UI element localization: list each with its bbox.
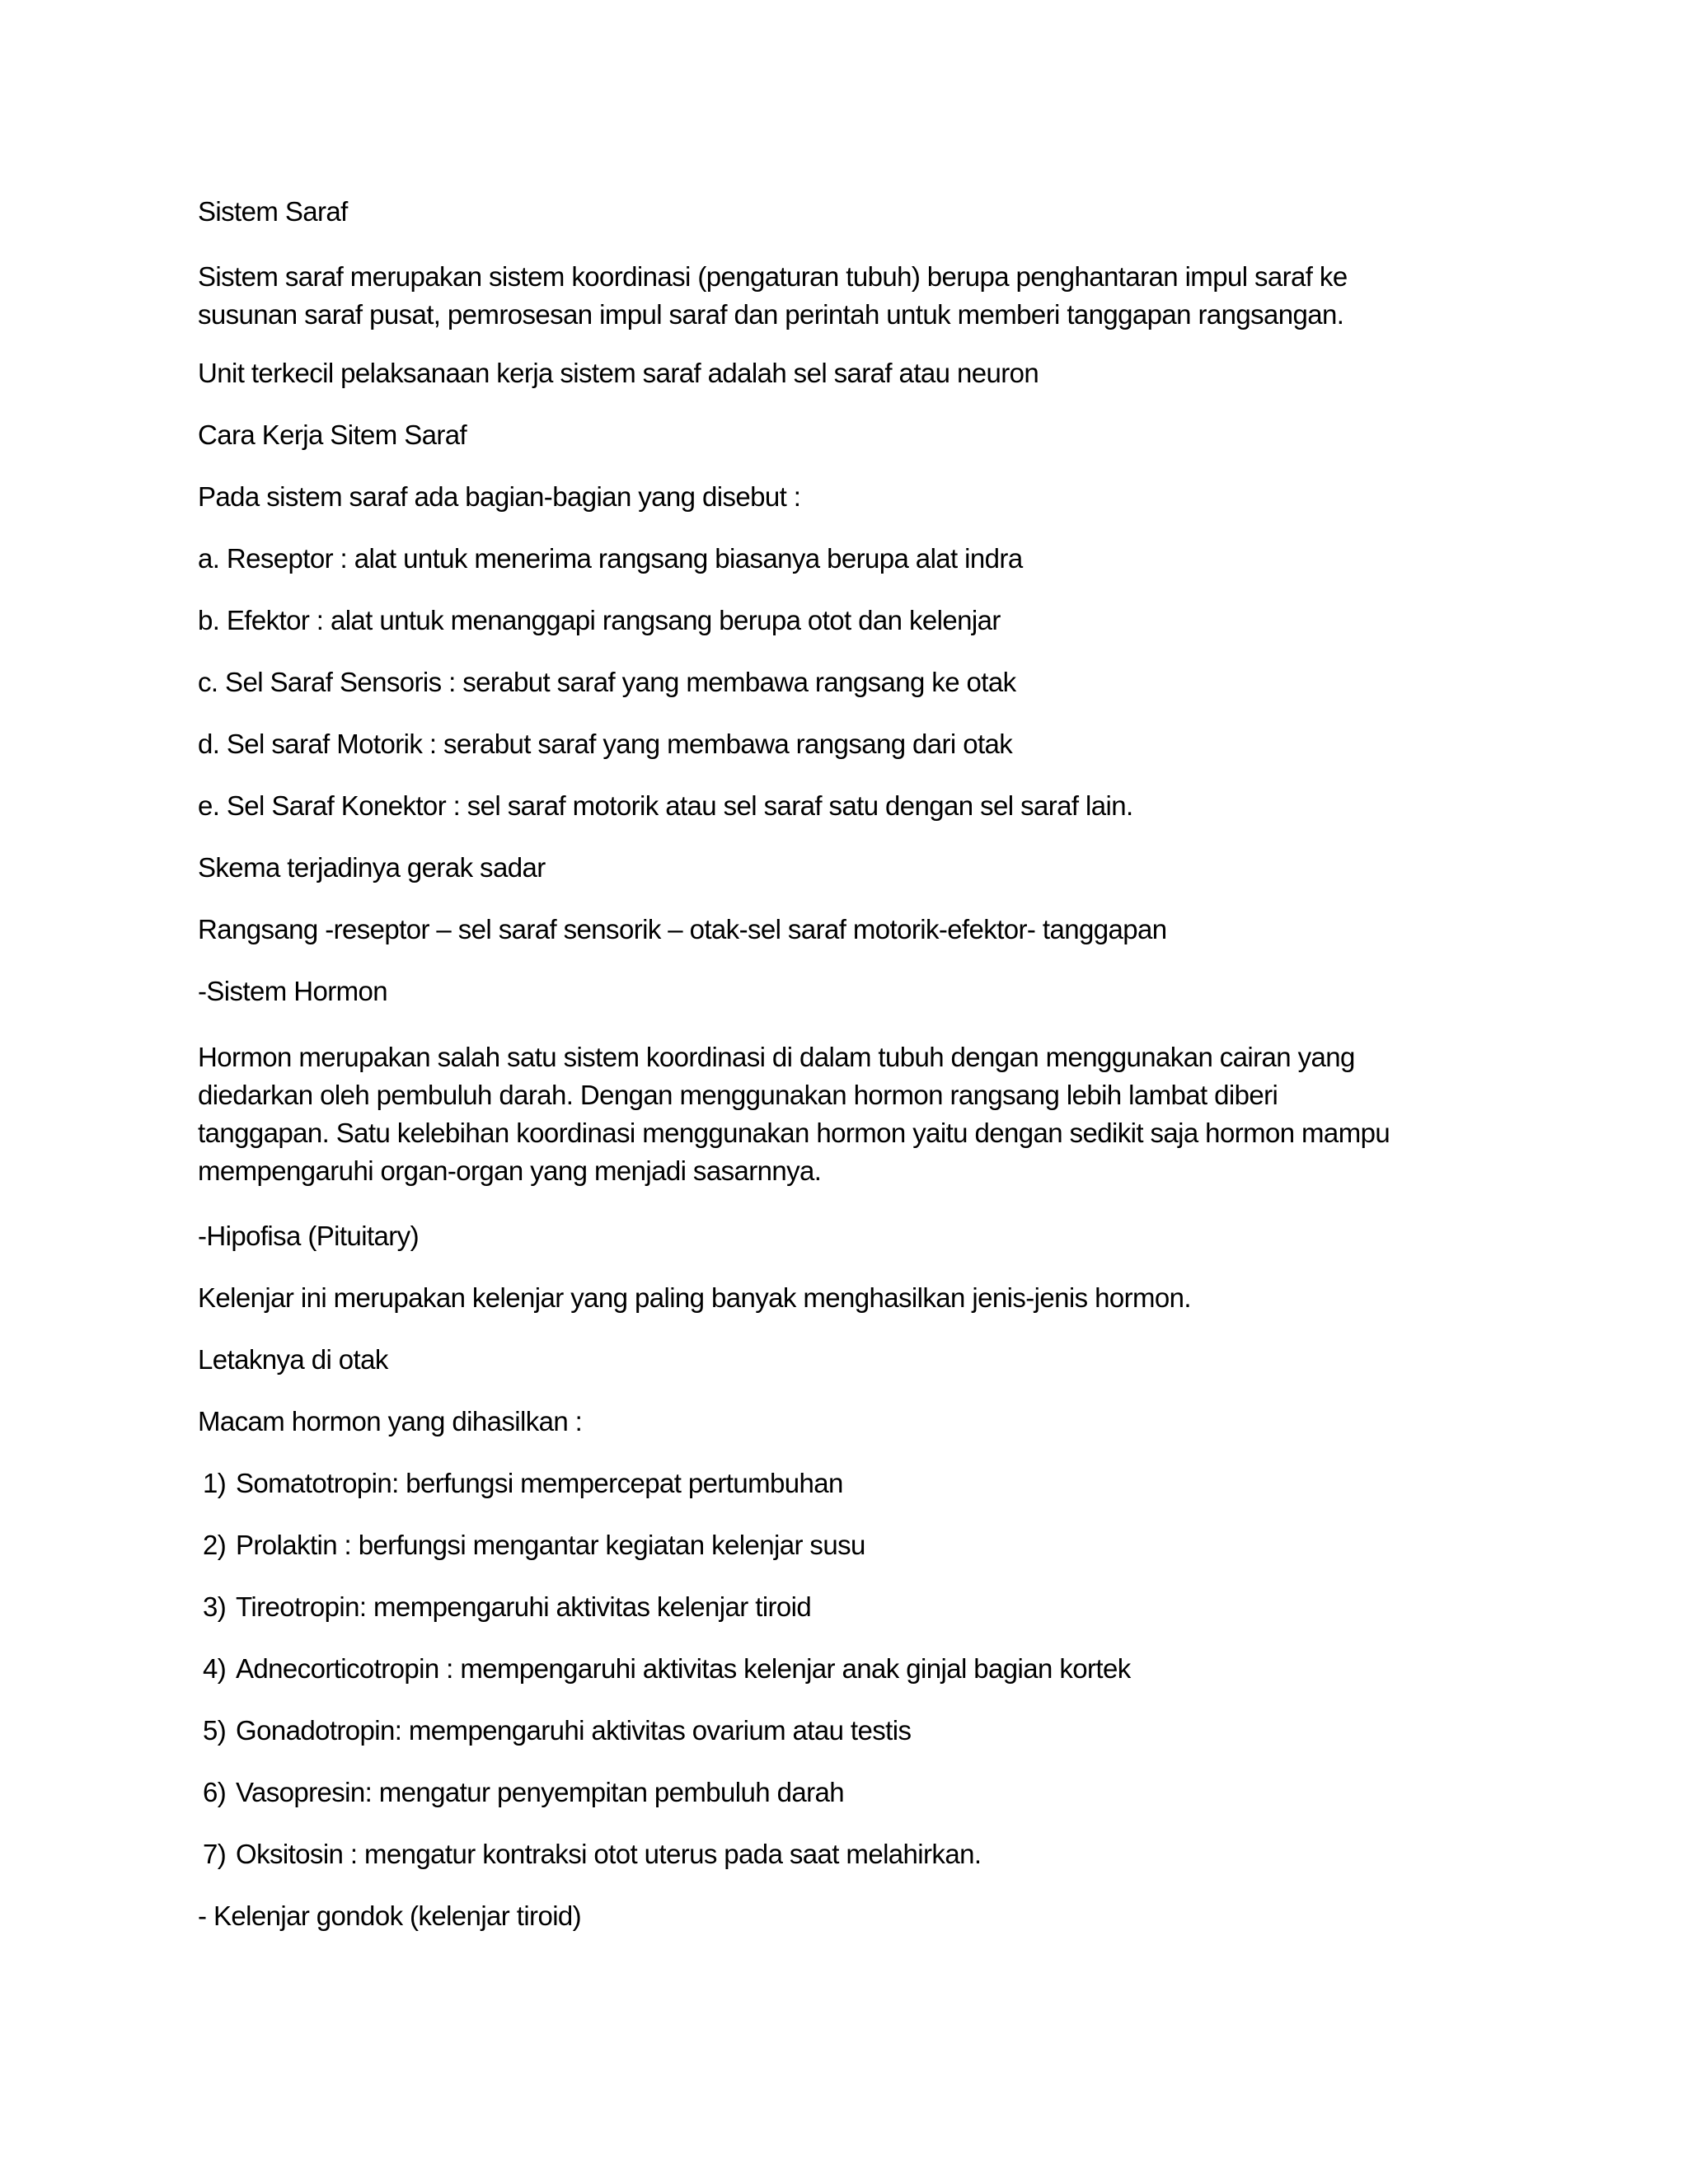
hormone-text: Somatotropin: berfungsi mempercepat pertumbuhan	[236, 1468, 843, 1498]
part-item-b: b. Efektor : alat untuk menanggapi rangsang berupa otot dan kelenjar	[198, 605, 1001, 635]
hormone-text: Tireotropin: mempengaruhi aktivitas kelenjar tiroid	[236, 1591, 812, 1622]
hormon-line-2: diedarkan oleh pembuluh darah. Dengan menggunakan hormon rangsang lebih lambat diberi	[198, 1080, 1278, 1110]
hormone-item-2	[203, 1526, 865, 1564]
hormone-item-7	[203, 1835, 981, 1873]
hormone-item-4	[203, 1650, 1131, 1688]
hormon-line-3: tanggapan. Satu kelebihan koordinasi menggunakan hormon yaitu dengan sedikit saja hormon mampu	[198, 1118, 1390, 1148]
hormone-num: 3)	[203, 1591, 227, 1622]
hormone-text: Vasopresin: mengatur penyempitan pembuluh darah	[236, 1777, 845, 1807]
hormone-num: 1)	[203, 1468, 227, 1498]
document-title: Sistem Saraf	[198, 196, 348, 227]
hormon-line-1: Hormon merupakan salah satu sistem koordinasi di dalam tubuh dengan menggunakan cairan yang	[198, 1042, 1355, 1072]
hormon-paragraph	[198, 1038, 1484, 1190]
sistem-hormon-heading: -Sistem Hormon	[198, 976, 387, 1006]
hormone-num: 5)	[203, 1715, 227, 1746]
intro-line-2: susunan saraf pusat, pemrosesan impul saraf dan perintah untuk memberi tanggapan rangsangan.	[198, 299, 1344, 330]
hormone-text: Prolaktin : berfungsi mengantar kegiatan kelenjar susu	[236, 1530, 865, 1560]
kelenjar-line: Kelenjar ini merupakan kelenjar yang paling banyak menghasilkan jenis-jenis hormon.	[198, 1282, 1191, 1313]
hormone-num: 2)	[203, 1530, 227, 1560]
pada-line: Pada sistem saraf ada bagian-bagian yang disebut :	[198, 481, 801, 512]
hormone-text: Adnecorticotropin : mempengaruhi aktivitas kelenjar anak ginjal bagian kortek	[236, 1653, 1131, 1684]
macam-line: Macam hormon yang dihasilkan :	[198, 1406, 583, 1436]
part-item-c: c. Sel Saraf Sensoris : serabut saraf yang membawa rangsang ke otak	[198, 667, 1016, 697]
hormone-text: Oksitosin : mengatur kontraksi otot uterus pada saat melahirkan.	[236, 1839, 982, 1869]
skema-line: Rangsang -reseptor – sel saraf sensorik – otak-sel saraf motorik-efektor- tanggapan	[198, 914, 1167, 944]
skema-heading: Skema terjadinya gerak sadar	[198, 852, 546, 883]
cara-kerja-heading: Cara Kerja Sitem Saraf	[198, 419, 467, 450]
hormone-num: 7)	[203, 1839, 227, 1869]
hormone-item-5	[203, 1712, 911, 1750]
part-item-a: a. Reseptor : alat untuk menerima rangsang biasanya berupa alat indra	[198, 543, 1023, 574]
hormon-line-4: mempengaruhi organ-organ yang menjadi sasarnnya.	[198, 1155, 822, 1186]
hormone-text: Gonadotropin: mempengaruhi aktivitas ovarium atau testis	[236, 1715, 912, 1746]
hormone-item-6	[203, 1774, 844, 1811]
hipofisa-heading: -Hipofisa (Pituitary)	[198, 1221, 419, 1251]
part-item-d: d. Sel saraf Motorik : serabut saraf yang membawa rangsang dari otak	[198, 729, 1013, 759]
hormone-num: 4)	[203, 1653, 227, 1684]
intro-paragraph	[198, 258, 1484, 334]
letak-line: Letaknya di otak	[198, 1344, 388, 1375]
part-item-e: e. Sel Saraf Konektor : sel saraf motorik atau sel saraf satu dengan sel saraf lain.	[198, 790, 1133, 821]
hormone-item-1	[203, 1465, 843, 1502]
unit-line: Unit terkecil pelaksanaan kerja sistem saraf adalah sel saraf atau neuron	[198, 358, 1039, 388]
intro-line-1: Sistem saraf merupakan sistem koordinasi (pengaturan tubuh) berupa penghantaran impul saraf ke	[198, 261, 1348, 292]
hormone-num: 6)	[203, 1777, 227, 1807]
hormone-item-3	[203, 1588, 811, 1626]
kelenjar-gondok-heading: - Kelenjar gondok (kelenjar tiroid)	[198, 1900, 582, 1931]
